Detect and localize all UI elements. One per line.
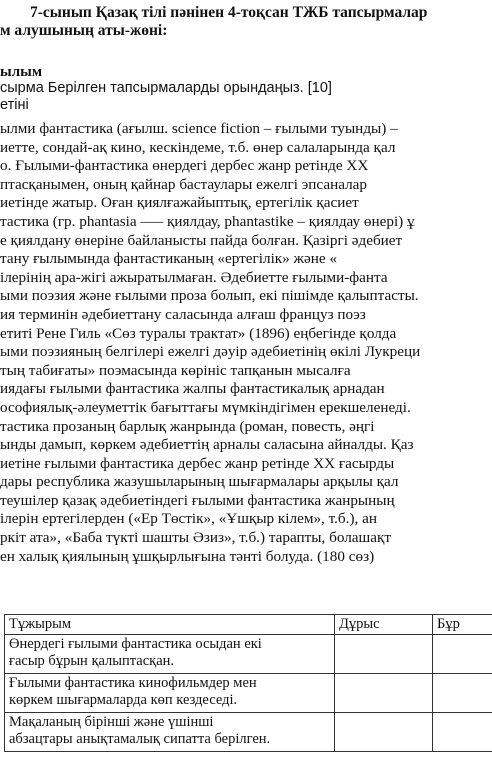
text-line: ен халық қиялының ұшқырлығына тәнті болуда. (180 сөз) [0,547,375,565]
text-line: ілерін ертегілерден («Ер Төстік», «Ұшқыр кілем», т.б.), ан [0,510,377,528]
true-answer-cell[interactable] [335,713,433,752]
statement-cell [5,713,335,752]
text-line: тың табиғаты» поэмасында көрініс тапқанын мысалға [0,361,351,379]
statement-line: ғасыр бұрын қалыптасқан. [9,653,175,669]
text-line: иядағы ғылыми фантастика жалпы фантастикалық арнадан [0,380,385,398]
false-answer-cell[interactable] [433,635,492,674]
text-line: ынды дамып, көркем әдебиеттің арналы саласына айналды. Қаз [0,436,414,454]
text-line: е қиялдану өнеріне байланысты пайда болған. Қазіргі әдебиет [0,231,403,249]
student-name-label: м алушының аты-жөні: [0,22,168,39]
statement-cell [5,635,335,674]
section-heading: ылым [0,64,43,80]
text-line: тастика (гр. phantasia —– қиялдау, phantastike – қиялдау өнері) ұ [0,212,415,230]
text-line: о. Ғылыми-фантастика өнердегі дербес жанр ретінде ХХ [0,157,369,175]
text-line: етиті Рене Гиль «Сөз туралы трактат» (1896) еңбегінде қолда [0,324,397,342]
text-line: ия терминін әдебиеттану саласында алғаш француз поэз [0,305,366,323]
text-line: тастика прозаның барлық жанрында (роман, повесть, әңгі [0,417,375,435]
statements-table [4,614,492,752]
text-line: ылми фантастика (ағылш. science fiction – ғылыми туынды) – [0,120,398,137]
worksheet-title: 7-сынып Қазақ тілі пәнінен 4-тоқсан ТЖБ тапсырмалар [30,4,428,21]
true-answer-cell[interactable] [335,674,433,713]
statement-line: Өнердегі ғылыми фантастика осыдан екі [9,636,262,652]
statement-cell [5,674,335,713]
statement-line: көркем шығармаларда көп кездеседі. [9,692,238,708]
header-false: Бұр [433,615,492,635]
text-line: ілерінің ара-жігі ажыратылмаған. Әдебиетте ғылыми-фанта [0,268,388,286]
text-line: иетінде жатыр. Оған қиялғажайыптық, ертегілік қасиет [0,194,359,212]
statement-line: абзацтары анықтамалық сипатта берілген. [9,731,271,747]
text-line: ркіт ата», «Баба түкті шашты Әзиз», т.б.) тарапты, болашақт [0,529,391,547]
header-true: Дұрыс [335,615,433,635]
reading-text [0,120,492,566]
text-line: ософиялық-әлеуметтік бағыттағы мүмкіндігімен ерекшеленеді. [0,398,411,416]
statement-line: Ғылыми фантастика кинофильмдер мен [9,675,257,691]
task-instruction: сырма Берілген тапсырмаларды орындаңыз. [10] [0,80,332,96]
table-row [5,713,492,752]
text-label: етіні [0,97,29,113]
false-answer-cell[interactable] [433,713,492,752]
table-row [5,635,492,674]
text-line: иетте, сондай-ақ кино, кескіндеме, т.б. өнер салаларында қал [0,138,396,156]
false-answer-cell[interactable] [433,674,492,713]
text-line: птасқанымен, оның қайнар бастаулары ежелгі эпсаналар [0,175,367,193]
true-answer-cell[interactable] [335,635,433,674]
table-header-row [5,615,492,635]
text-line: тану ғылымында фантастиканың «ертегілік» және « [0,250,338,268]
text-line: иетіне ғылыми фантастика дербес жанр ретінде ХХ ғасырды [0,454,395,472]
header-statement: Тұжырым [5,615,335,635]
text-line: дары республика жазушыларының шығармалары арқылы қал [0,473,399,491]
text-line: ыми поэзияның белгілері ежелгі дәуір әдебиетінің өкілі Лукреци [0,343,421,361]
text-line: теушілер қазақ әдебиетіндегі ғылыми фантастика жанрының [0,491,395,509]
text-line: ыми поэзия және ғылыми проза болып, екі пішімде қалыптасты. [0,287,419,305]
statement-line: Мақаланың бірінші және үшінші [9,714,214,730]
table-row [5,674,492,713]
